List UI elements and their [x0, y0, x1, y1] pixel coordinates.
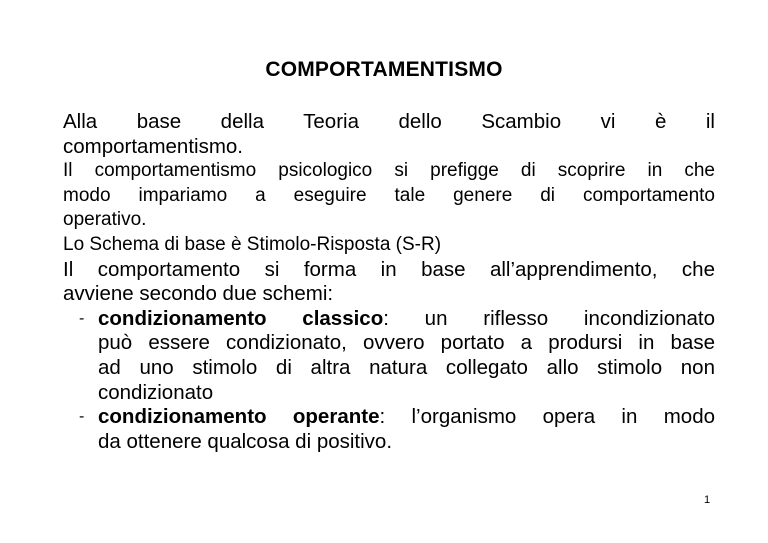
page-number: 1	[704, 494, 711, 506]
para1-line2: comportamentismo.	[63, 134, 244, 158]
para4-line1: Il comportamento si forma in base all’apprendimento, che	[63, 257, 715, 281]
bullet-operant	[63, 405, 715, 454]
bullet-operant-line1	[98, 405, 715, 430]
slide-body	[63, 110, 715, 454]
para2-line2: modo impariamo a eseguire tale genere di comportamento	[63, 184, 715, 206]
bullet-classic-rest: : un riflesso incondizionato	[383, 306, 715, 330]
para2-line1: Il comportamentismo psicologico si prefigge di scoprire in che	[63, 160, 715, 182]
bullet-dash: -	[79, 408, 85, 426]
bullet-classic-term: condizionamento classico	[98, 306, 384, 330]
bullet-classic-line3: ad uno stimolo di altra natura collegato allo stimolo non	[98, 355, 715, 379]
bullet-classic-line4: condizionato	[98, 380, 214, 404]
bullet-operant-term: condizionamento operante	[98, 405, 380, 429]
para2-line3: operativo.	[63, 209, 147, 231]
para1-line1: Alla base della Teoria dello Scambio vi è il	[63, 110, 715, 133]
bullet-dash: -	[79, 309, 85, 327]
page-title: COMPORTAMENTISMO	[265, 58, 503, 81]
bullet-classic-line2: può essere condizionato, ovvero portato a prodursi in base	[98, 331, 715, 355]
bullet-classic	[63, 307, 715, 405]
bullet-classic-line1	[98, 307, 715, 332]
bullet-operant-line2: da ottenere qualcosa di positivo.	[98, 429, 393, 453]
para3: Lo Schema di base è Stimolo-Risposta (S-R)	[63, 233, 442, 255]
para4-line2: avviene secondo due schemi:	[63, 282, 334, 306]
bullet-operant-rest: : l’organismo opera in modo	[379, 405, 715, 429]
